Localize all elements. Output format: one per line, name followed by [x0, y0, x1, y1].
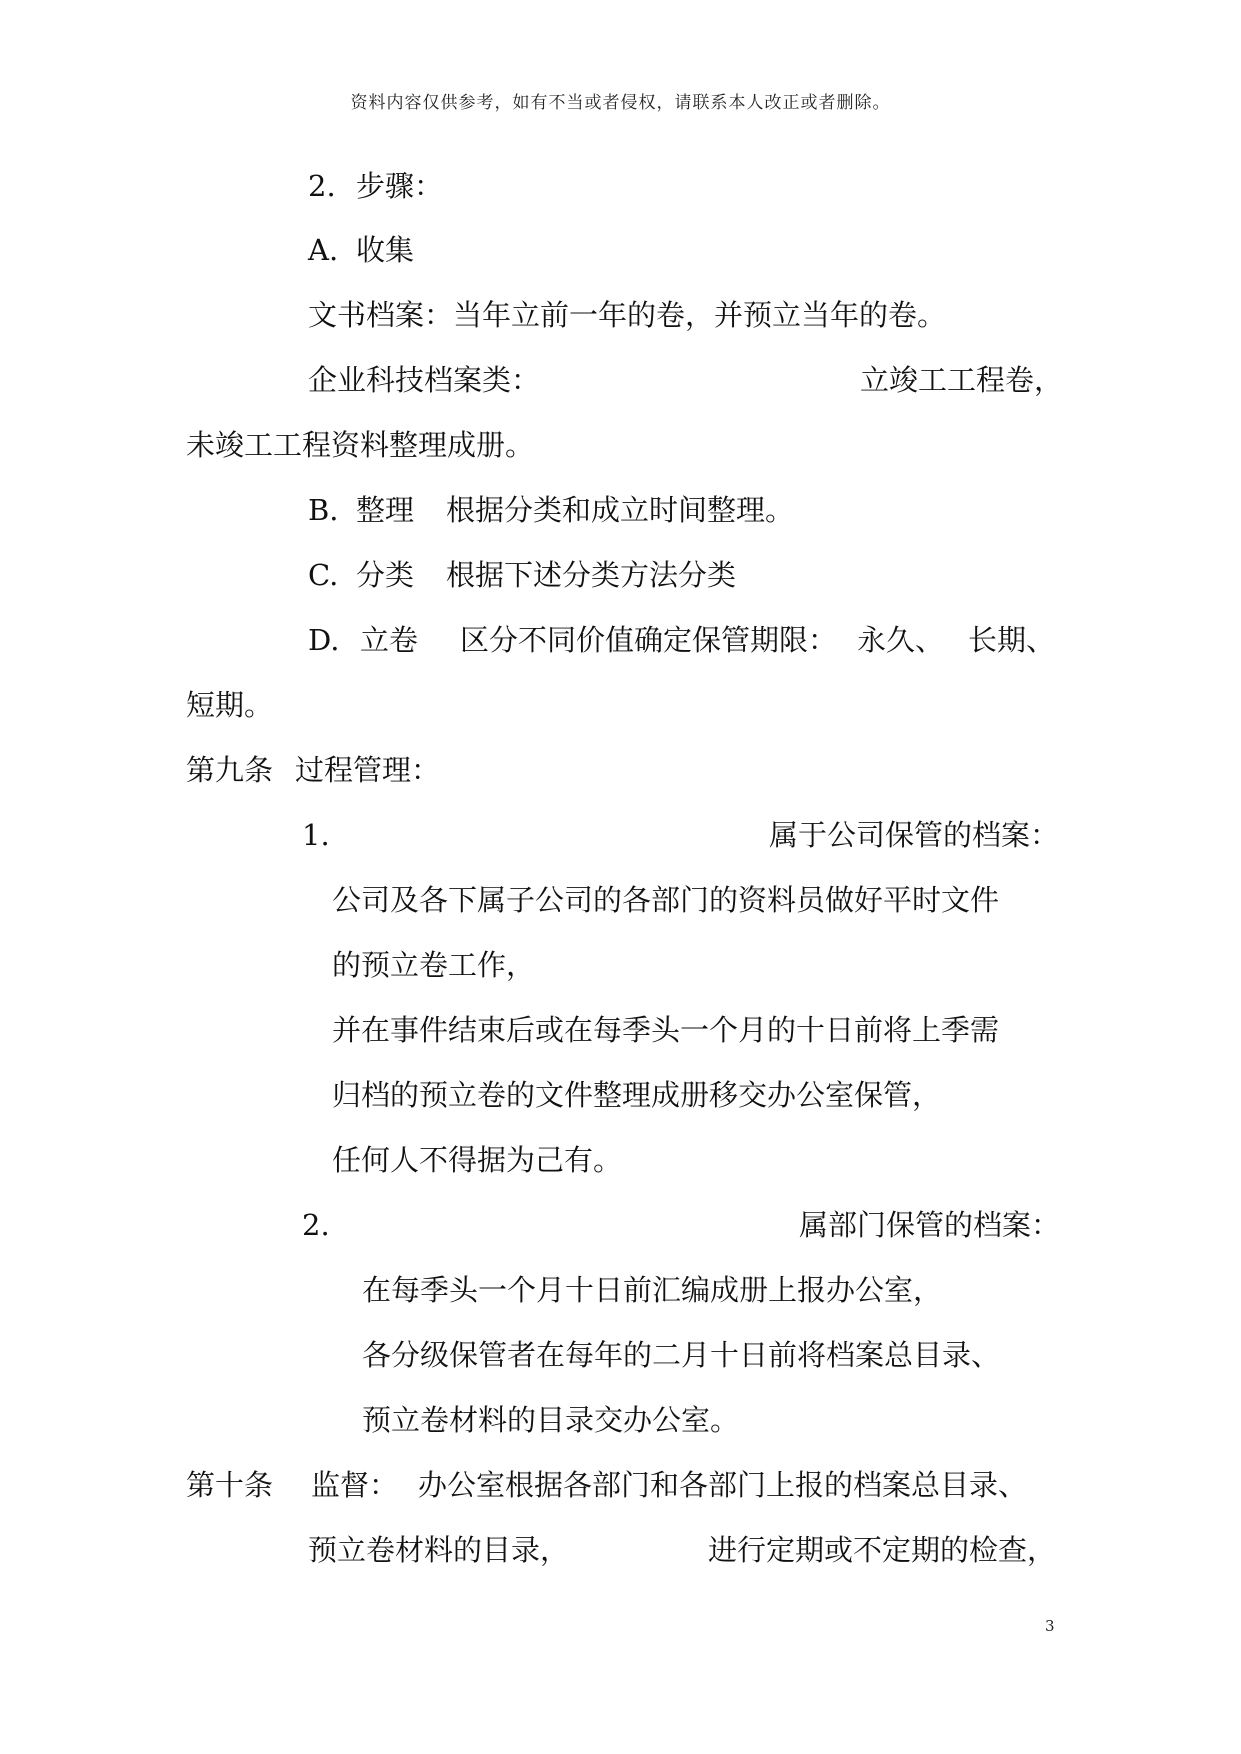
step-d-yongjiu: 永久、: [857, 623, 945, 657]
step-2-number: 2.: [308, 169, 336, 203]
article-10-title: 第十条: [186, 1468, 274, 1502]
item-1-line-5: 任何人不得据为己有。: [332, 1143, 623, 1177]
item-2-line-1: 在每季头一个月十日前汇编成册上报办公室，: [362, 1273, 943, 1307]
step-d-text: 区分不同价值确定保管期限：: [460, 623, 838, 657]
item-1-line-2: 的预立卷工作，: [332, 948, 536, 982]
item-2-line-2: 各分级保管者在每年的二月十日前将档案总目录、: [362, 1338, 1001, 1372]
item-2-title: 属部门保管的档案：: [799, 1208, 1061, 1242]
item-1-line-4: 归档的预立卷的文件整理成册移交办公室保管，: [332, 1078, 942, 1112]
step-c-title: 分类: [356, 558, 415, 592]
step-d-changqi: 长期、: [968, 623, 1056, 657]
step-b-title: 整理: [356, 493, 415, 527]
step-a-letter: A.: [308, 233, 339, 267]
item-1-line-3: 并在事件结束后或在每季头一个月的十日前将上季需: [332, 1013, 1000, 1047]
step-a-title: 收集: [356, 233, 415, 267]
step-d-continued: 短期。: [186, 688, 274, 722]
keji-archive-right: 立竣工工程卷，: [860, 363, 1064, 397]
step-2-title: 步骤：: [356, 169, 444, 203]
step-c-text: 根据下述分类方法分类: [446, 558, 737, 592]
item-2-number: 2.: [302, 1208, 330, 1242]
keji-archive-label: 企业科技档案类：: [308, 363, 541, 397]
article-10-line-2a: 预立卷材料的目录，: [308, 1533, 570, 1567]
item-2-line-3: 预立卷材料的目录交办公室。: [362, 1403, 740, 1437]
article-10-line-2b: 进行定期或不定期的检查，: [708, 1533, 1057, 1567]
step-d-letter: D.: [308, 623, 340, 657]
article-10-text: 办公室根据各部门和各部门上报的档案总目录、: [418, 1468, 1028, 1502]
article-9-title: 第九条: [186, 753, 274, 787]
page-number: 3: [1045, 1617, 1055, 1635]
item-1-number: 1.: [302, 818, 330, 852]
item-1-line-1: 公司及各下属子公司的各部门的资料员做好平时文件: [332, 883, 1000, 917]
wenshu-archive-line: 文书档案：当年立前一年的卷，并预立当年的卷。: [308, 298, 947, 332]
article-9-text: 过程管理：: [295, 753, 441, 787]
step-c-letter: C.: [308, 558, 339, 592]
step-d-title: 立卷: [360, 623, 419, 657]
step-b-letter: B.: [308, 493, 339, 527]
disclaimer-header: 资料内容仅供参考，如有不当或者侵权，请联系本人改正或者删除。: [350, 93, 891, 113]
item-1-title: 属于公司保管的档案：: [769, 818, 1060, 852]
article-10-label: 监督：: [311, 1468, 399, 1502]
step-b-text: 根据分类和成立时间整理。: [446, 493, 795, 527]
keji-archive-continued: 未竣工工程资料整理成册。: [186, 428, 535, 462]
